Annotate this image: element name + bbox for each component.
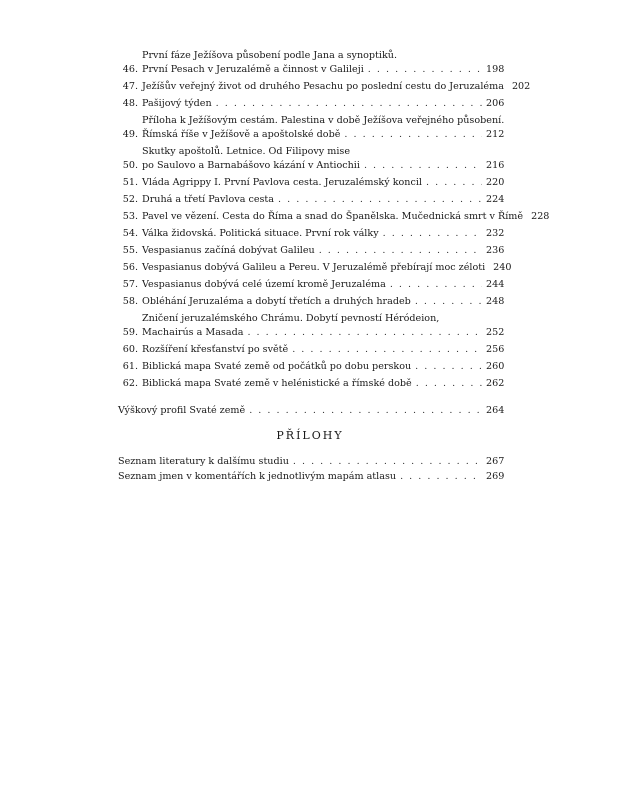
page-number: 244 [486,279,505,290]
dot-leader [383,227,482,241]
entry-last-line [142,278,504,292]
entry-body [142,145,504,173]
entry-title-line: Výškový profil Svaté země [118,405,246,416]
page-number: 264 [486,405,505,416]
dot-leader [415,360,482,374]
entry-text [142,210,550,224]
dot-leader [292,343,482,357]
entry-last-line [142,128,504,142]
entry-last-line [142,377,504,391]
entry-text [142,312,504,340]
toc-entry[interactable] [118,244,504,258]
entry-number: 46. [122,64,138,75]
entry-last-line [142,295,504,309]
toc-entry[interactable] [118,176,504,190]
entry-last-line [142,326,504,340]
entry-title-line: Obléhání Jeruzaléma a dobytí třetích a druhých hradeb [142,296,411,307]
entry-title-line: Biblická mapa Svaté země v helénistické a římské době [142,378,412,389]
page-number: 220 [486,177,505,188]
entry-last-line [142,193,504,207]
page-number: 252 [486,327,505,338]
dot-leader [368,63,482,77]
dot-leader [364,159,482,173]
toc-entry[interactable] [118,360,504,374]
entry-body [142,278,504,292]
entry-text [142,176,504,190]
entry-last-line [142,97,504,111]
page-number: 224 [486,194,505,205]
entry-last-line [142,360,504,374]
dot-leader [390,278,482,292]
toc-entry[interactable] [118,261,512,275]
entry-title-line: Ježíšův veřejný život od druhého Pesachu po poslední cestu do Jeruzaléma [142,81,504,92]
entry-number: 49. [122,129,138,140]
entry-last-line [142,244,504,258]
toc-entry[interactable] [118,312,504,340]
entry-number: 55. [122,245,138,256]
entry-title-line: Biblická mapa Svaté země od počátků po dobu perskou [142,361,412,372]
toc-entry[interactable] [118,343,504,357]
entry-number: 56. [122,262,138,273]
page-number: 248 [486,296,505,307]
entry-text [142,343,504,357]
entry-number: 62. [122,378,138,389]
entry-title-line: Druhá a třetí Pavlova cesta [142,194,275,205]
page-number: 212 [486,129,505,140]
entry-body [142,97,504,111]
page-number: 240 [493,262,512,273]
entry-text [142,261,512,275]
toc-entry[interactable] [118,97,504,111]
toc-entry[interactable] [118,49,504,77]
entry-body [142,49,504,77]
dot-leader [416,377,482,391]
entry-last-line [118,470,504,484]
toc-entry[interactable] [118,278,504,292]
dot-leader [247,326,482,340]
entry-text [142,97,504,111]
page-number: 206 [486,98,505,109]
toc-entry[interactable] [118,210,550,224]
toc-entry-profile[interactable] [118,404,504,418]
entry-last-line [118,404,504,418]
page-number: 262 [486,378,505,389]
entry-last-line [142,343,504,357]
toc-entry[interactable] [118,114,504,142]
entry-number: 53. [122,211,138,222]
entry-title-line: Zničení jeruzalémského Chrámu. Dobytí pevností Héródeion, [142,313,440,324]
page-number: 198 [486,64,505,75]
entry-title-line: Vespasianus začíná dobývat Galileu [142,245,315,256]
entry-title-line: První fáze Ježíšova působení podle Jana a synoptiků. [142,50,398,61]
entry-number: 60. [122,344,138,355]
page-number: 236 [486,245,505,256]
page-number: 232 [486,228,505,239]
page-number: 256 [486,344,505,355]
entry-title-line: Vespasianus dobývá Galileu a Pereu. V Jeruzalémě přebírají moc zéloti [142,262,486,273]
dot-leader [249,404,482,418]
entry-number: 61. [122,361,138,372]
entry-body [142,114,504,142]
entry-body [142,360,504,374]
entry-body [142,261,512,275]
entry-text [142,244,504,258]
toc-entry[interactable] [118,295,504,309]
entry-number: 59. [122,327,138,338]
entry-last-line [118,455,504,469]
entry-text [142,360,504,374]
toc-entry[interactable] [118,193,504,207]
entry-text [142,278,504,292]
toc-entry[interactable] [118,145,504,173]
table-of-contents [118,49,550,421]
entry-title-line: Římská říše v Ježíšově a apoštolské době [142,129,341,140]
page-number: 269 [486,471,505,482]
entry-title-line: Seznam jmen v komentářích k jednotlivým mapám atlasu [118,471,397,482]
page-number: 202 [511,81,531,92]
entry-text [142,114,504,142]
page-number: 267 [486,456,505,467]
dot-leader [400,470,482,484]
entry-last-line [142,63,504,77]
entry-title-line: Rozšíření křesťanství po světě [142,344,289,355]
entry-number: 52. [122,194,138,205]
dot-leader [293,455,482,469]
entry-body [142,176,504,190]
page-number: 260 [486,361,505,372]
entry-body [142,343,504,357]
dot-leader [278,193,482,207]
entry-last-line [142,227,504,241]
dot-leader [216,97,482,111]
entry-text [142,145,504,173]
entry-last-line [142,159,504,173]
entry-body [142,377,504,391]
entry-title-line: Válka židovská. Politická situace. První rok války [142,228,379,239]
entry-body [142,210,550,224]
entry-number: 54. [122,228,138,239]
appendix-entry[interactable] [118,455,504,469]
entry-text [142,80,531,94]
entry-number: 47. [122,81,138,92]
entry-title-line: Machairús a Masada [142,327,244,338]
entry-body [142,295,504,309]
dot-leader [415,295,482,309]
appendix-list [118,455,504,485]
page-number: 228 [531,211,550,222]
dot-leader [319,244,482,258]
dot-leader [344,128,482,142]
appendix-heading: PŘÍLOHY [276,429,344,442]
appendix-entry[interactable] [118,470,504,484]
entry-text [142,295,504,309]
toc-entry[interactable] [118,80,531,94]
entry-number: 50. [122,160,138,171]
entry-title-line: Pašijový týden [142,98,212,109]
entry-title-line: Seznam literatury k dalšímu studiu [118,456,289,467]
entry-text [142,377,504,391]
toc-entry[interactable] [118,227,504,241]
entry-last-line [142,176,504,190]
entry-title-line: Příloha k Ježíšovým cestám. Palestina v době Ježíšova veřejného působení. [142,115,505,126]
entry-title-line: po Saulovo a Barnabášovo kázání v Antiochii [142,160,360,171]
entry-number: 57. [122,279,138,290]
toc-entry[interactable] [118,377,504,391]
entry-body [142,227,504,241]
entry-body [142,80,531,94]
entry-body [142,244,504,258]
entry-title-line: První Pesach v Jeruzalémě a činnost v Galileji [142,64,364,75]
entry-body [142,193,504,207]
entry-body [142,312,504,340]
entry-text [142,193,504,207]
page-number: 216 [486,160,505,171]
entry-last-line [142,261,512,275]
entry-number: 48. [122,98,138,109]
entry-text [142,227,504,241]
entry-last-line [142,80,531,94]
dot-leader [426,176,482,190]
entry-title-line: Vláda Agrippy I. První Pavlova cesta. Jeruzalémský koncil [142,177,422,188]
entry-number: 58. [122,296,138,307]
entry-title-line: Pavel ve vězení. Cesta do Říma a snad do Španělska. Mučednická smrt v Římě [142,211,524,222]
entry-title-line: Skutky apoštolů. Letnice. Od Filipovy mise [142,146,351,157]
entry-title-line: Vespasianus dobývá celé území kromě Jeruzaléma [142,279,386,290]
entry-last-line [142,210,550,224]
entry-text [142,49,504,77]
entry-number: 51. [122,177,138,188]
